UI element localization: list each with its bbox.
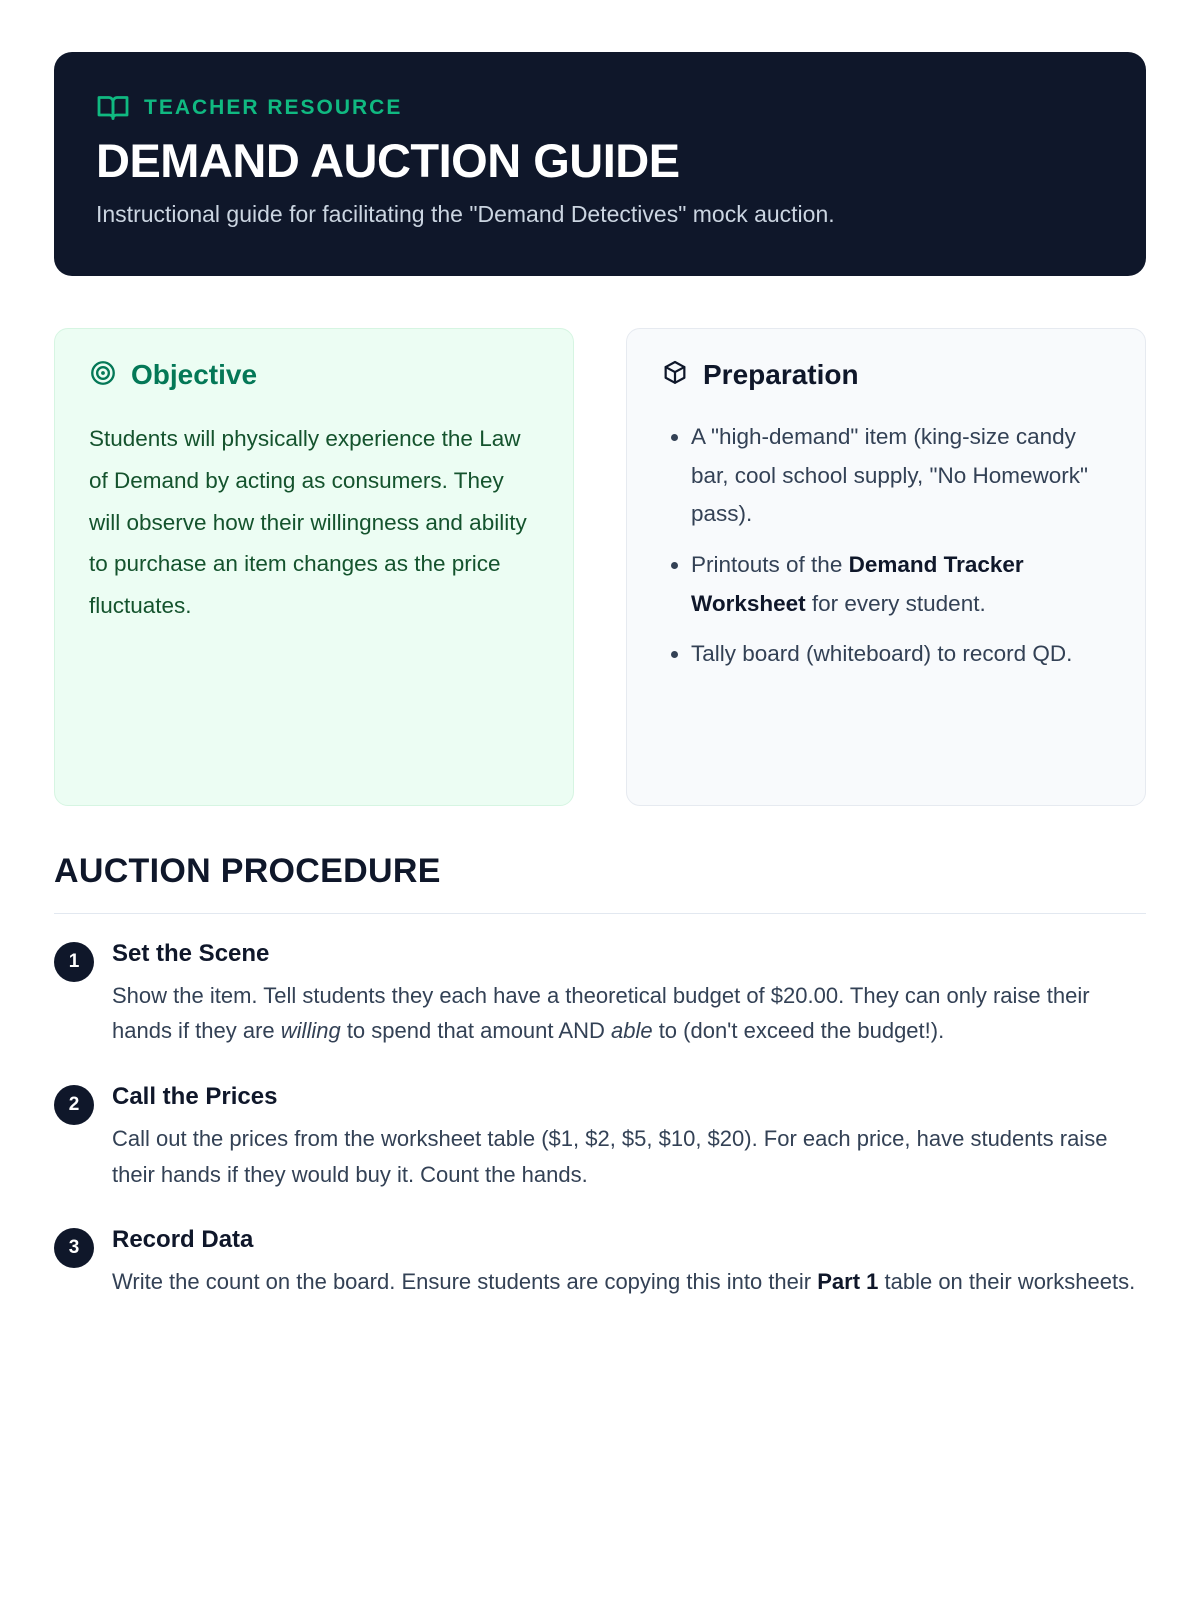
step-number-badge: 1 <box>54 942 94 982</box>
preparation-card-title: Preparation <box>703 359 859 391</box>
objective-card-header <box>89 359 539 392</box>
list-item <box>691 546 1111 623</box>
step-body <box>112 940 1146 1049</box>
list-item <box>691 635 1111 674</box>
step-text-part: table on their worksheets. <box>878 1269 1136 1295</box>
step-text-part: Call out the prices from the worksheet table ($1, $2, $5, $10, $20). For each price, have students raise their hands if they would buy it. Count the hands. <box>112 1126 1108 1187</box>
procedure-heading: AUCTION PROCEDURE <box>54 851 441 890</box>
page-subtitle: Instructional guide for facilitating the "Demand Detectives" mock auction. <box>96 201 835 228</box>
package-icon <box>661 359 689 392</box>
step-text-part: to spend that amount AND <box>340 1018 611 1044</box>
step-body <box>112 1226 1146 1300</box>
list-item-text: Printouts of the <box>691 551 849 577</box>
preparation-list <box>661 418 1111 674</box>
step-text-part: Write the count on the board. Ensure students are copying this into their <box>112 1269 818 1295</box>
list-item-text-tail: for every student. <box>805 590 986 616</box>
step-text-emphasis: able <box>610 1018 653 1044</box>
hero-eyebrow-label: TEACHER RESOURCE <box>144 96 403 119</box>
list-item-text: Tally board (whiteboard) to record QD. <box>691 641 1073 667</box>
step-text-part: Show the item. Tell students they each have a theoretical budget of $20.00. They can only raise their hands if they are <box>112 982 1090 1044</box>
step-number-badge: 3 <box>54 1228 94 1268</box>
hero-banner <box>54 52 1146 276</box>
procedure-step-1 <box>54 940 1146 1049</box>
step-title: Set the Scene <box>112 939 270 967</box>
hero-eyebrow <box>96 94 1104 122</box>
step-number-badge: 2 <box>54 1085 94 1125</box>
divider <box>54 913 1146 914</box>
info-cards <box>54 328 1146 806</box>
list-item <box>691 418 1111 534</box>
procedure-step-3 <box>54 1226 1146 1300</box>
step-text-emphasis: willing <box>280 1018 341 1044</box>
step-text <box>112 1121 1146 1192</box>
objective-card-body: Students will physically experience the Law of Demand by acting as consumers. They will observe how their willingness and ability to purchase an item changes as the price fluctuates. <box>89 425 527 619</box>
preparation-card-header <box>661 359 1111 392</box>
target-icon <box>89 359 117 392</box>
step-body <box>112 1083 1146 1192</box>
objective-card-title: Objective <box>131 359 258 391</box>
step-text <box>112 978 1146 1049</box>
procedure-step-2 <box>54 1083 1146 1192</box>
objective-card <box>54 328 574 806</box>
step-text-part: to (don't exceed the budget!). <box>652 1018 945 1044</box>
book-open-icon <box>96 94 130 122</box>
page-title: DEMAND AUCTION GUIDE <box>96 134 680 187</box>
step-title: Call the Prices <box>112 1083 278 1111</box>
step-text <box>112 1264 1146 1300</box>
list-item-text: A "high-demand" item (king-size candy bar, cool school supply, "No Homework" pass). <box>691 423 1088 527</box>
step-title: Record Data <box>112 1226 254 1254</box>
list-item-emphasis: Demand Tracker Worksheet <box>691 551 1024 616</box>
preparation-card <box>626 328 1146 806</box>
step-text-emphasis: Part 1 <box>817 1269 879 1295</box>
